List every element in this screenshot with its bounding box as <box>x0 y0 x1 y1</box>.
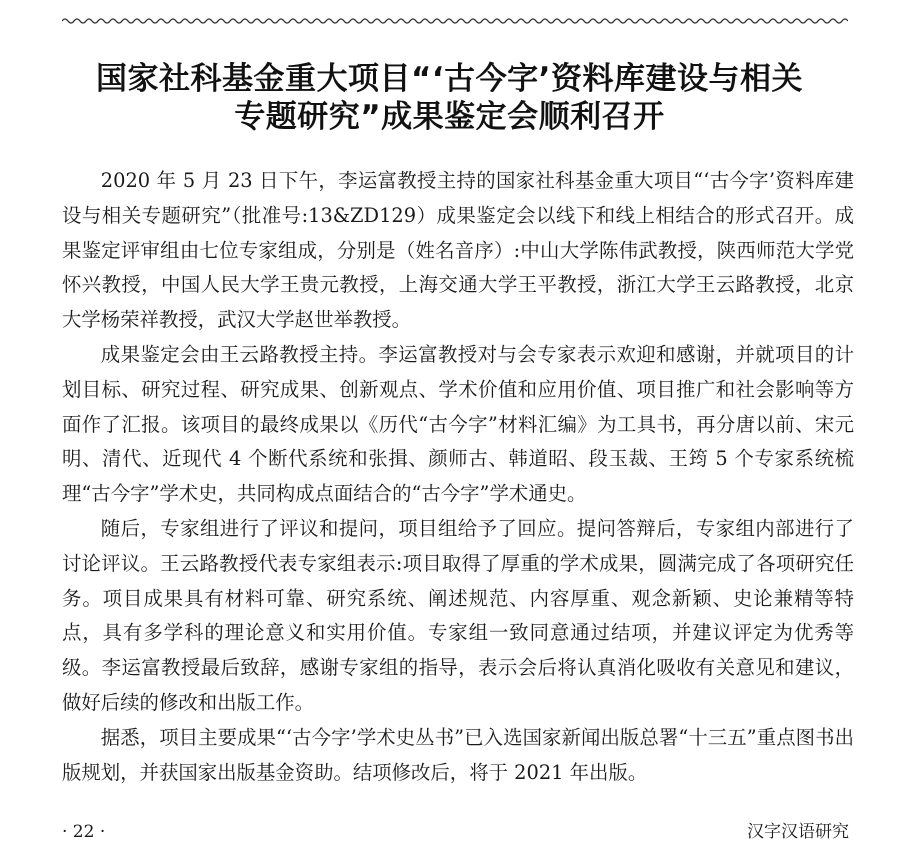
paragraph-1: 2020 年 5 月 23 日下午，李运富教授主持的国家社科基金重大项目“‘古今字’资料库建设与相关专题研究”（批准号:13&ZD129）成果鉴定会以线下和线上相结合的形式召开。成果鉴定评审组由七位专家组成，分别是（姓名音序）:中山大学陈伟武教授，陕西师范大学党怀兴教授，中国人民大学王贵元教授，上海交通大学王平教授，浙江大学王云路教授，北京大学杨荣祥教授，武汉大学赵世举教授。 <box>62 169 854 332</box>
page-number: · 22 · <box>62 822 106 842</box>
article-title-line-1: 国家社科基金重大项目“‘古今字’资料库建设与相关 <box>96 61 803 97</box>
paragraph-4: 据悉，项目主要成果“‘古今字’学术史丛书”已入选国家新闻出版总署“十三五”重点图书出版规划，并获国家出版基金资助。结项修改后，将于 2021 年出版。 <box>62 725 854 784</box>
article-title-line-2: 专题研究”成果鉴定会顺利召开 <box>234 99 665 135</box>
journal-name: 汉字汉语研究 <box>747 822 849 842</box>
paragraph-2: 成果鉴定会由王云路教授主持。李运富教授对与会专家表示欢迎和感谢，并就项目的计划目标、研究过程、研究成果、创新观点、学术价值和应用价值、项目推广和社会影响等方面作了汇报。该项目的最终成果以《历代“古今字”材料汇编》为工具书，再分唐以前、宋元明、清代、近现代 4 个断代系统和张揖、颜师古、韩道昭、段玉裁、王筠 5 个专家系统梳理“古今字”学术史，共同构成点面结合的“古今字”学术通史。 <box>62 342 854 506</box>
paragraph-3: 随后，专家组进行了评议和提问，项目组给予了回应。提问答辩后，专家组内部进行了讨论评议。王云路教授代表专家组表示:项目取得了厚重的学术成果，圆满完成了各项研究任务。项目成果具有材料可靠、研究系统、阐述规范、内容厚重、观念新颖、史论兼精等特点，具有多学科的理论意义和实用价值。专家组一致同意通过结项，并建议评定为优秀等级。李运富教授最后致辞，感谢专家组的指导，表示会后将认真消化吸收有关意见和建议，做好后续的修改和出版工作。 <box>62 516 854 714</box>
decorative-top-rule <box>62 14 848 28</box>
wavy-line <box>62 19 848 23</box>
article-body <box>62 164 854 790</box>
